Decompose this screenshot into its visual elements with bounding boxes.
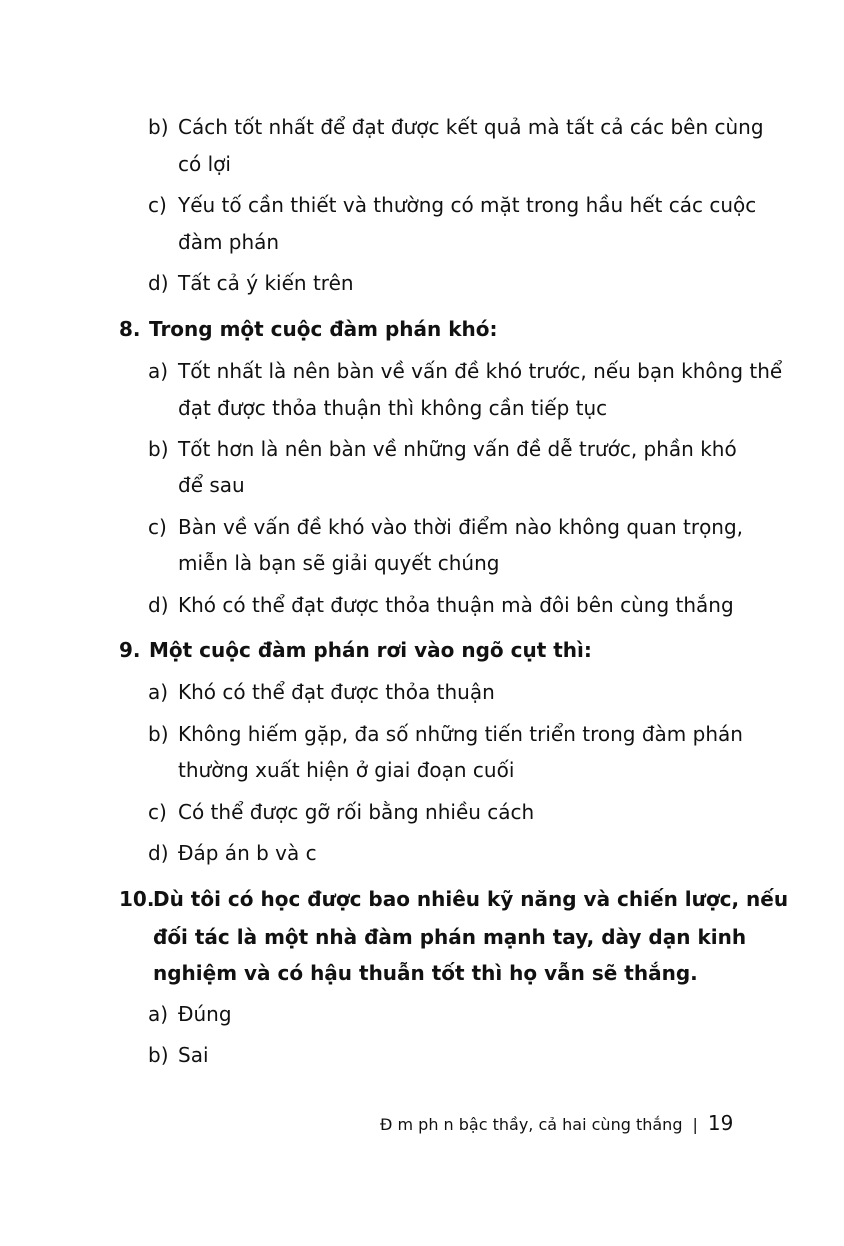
answer-text: Sai: [178, 1043, 209, 1067]
answer-9b-cont: thường xuất hiện ở giai đoạn cuối: [178, 758, 515, 782]
answer-text: Tốt nhất là nên bàn về vấn đề khó trước, nếu bạn không thể: [178, 359, 783, 383]
answer-text: Khó có thể đạt được thỏa thuận: [178, 680, 495, 704]
answer-9a: [148, 679, 495, 705]
answer-7c: [148, 192, 756, 218]
question-10-line3: nghiệm và có hậu thuẫn tốt thì họ vẫn sẽ thắng.: [153, 961, 698, 985]
answer-letter: c): [148, 800, 167, 824]
answer-letter: c): [148, 515, 167, 539]
answer-text: Cách tốt nhất để đạt được kết quả mà tất cả các bên cùng: [178, 115, 764, 139]
question-text: Trong một cuộc đàm phán khó:: [149, 317, 498, 341]
answer-8b-cont: để sau: [178, 473, 245, 497]
question-10: [119, 886, 788, 912]
footer-separator: |: [692, 1115, 698, 1134]
answer-text: Khó có thể đạt được thỏa thuận mà đôi bên cùng thắng: [178, 593, 734, 617]
answer-8a: [148, 358, 782, 384]
question-8: [119, 316, 497, 342]
answer-8c: [148, 514, 743, 540]
question-number: 9.: [119, 638, 141, 662]
answer-7c-cont: đàm phán: [178, 230, 280, 254]
answer-letter: d): [148, 841, 169, 865]
answer-letter: d): [148, 271, 169, 295]
answer-7b: [148, 114, 764, 140]
answer-text: Đúng: [178, 1002, 232, 1026]
answer-7d: [148, 270, 354, 296]
answer-letter: b): [148, 722, 169, 746]
answer-letter: b): [148, 437, 169, 461]
question-number: 10.: [119, 887, 155, 911]
question-text-line1: Dù tôi có học được bao nhiêu kỹ năng và chiến lược, nếu: [153, 887, 789, 911]
answer-text: Không hiếm gặp, đa số những tiến triển trong đàm phán: [178, 722, 743, 746]
answer-letter: a): [148, 1002, 169, 1026]
answer-8c-cont: miễn là bạn sẽ giải quyết chúng: [178, 551, 500, 575]
answer-letter: c): [148, 193, 167, 217]
page-number: 19: [707, 1111, 734, 1135]
answer-9b: [148, 721, 743, 747]
running-title: Đ m ph n bậc thầy, cả hai cùng thắng: [380, 1115, 683, 1134]
answer-letter: d): [148, 593, 169, 617]
answer-text: Tất cả ý kiến trên: [178, 271, 354, 295]
answer-8b: [148, 436, 737, 462]
answer-8d: [148, 592, 734, 618]
answer-letter: b): [148, 115, 169, 139]
answer-text: Bàn về vấn đề khó vào thời điểm nào không quan trọng,: [178, 515, 744, 539]
answer-text: Tốt hơn là nên bàn về những vấn đề dễ trước, phần khó: [178, 437, 737, 461]
question-10-line2: đối tác là một nhà đàm phán mạnh tay, dày dạn kinh: [153, 925, 747, 949]
question-number: 8.: [119, 317, 141, 341]
answer-7b-cont: có lợi: [178, 152, 231, 176]
answer-9c: [148, 799, 534, 825]
answer-10b: [148, 1042, 209, 1068]
answer-letter: a): [148, 359, 169, 383]
answer-8a-cont: đạt được thỏa thuận thì không cần tiếp tục: [178, 396, 608, 420]
answer-letter: a): [148, 680, 169, 704]
answer-text: Yếu tố cần thiết và thường có mặt trong hầu hết các cuộc: [178, 193, 757, 217]
question-text: Một cuộc đàm phán rơi vào ngõ cụt thì:: [149, 638, 592, 662]
answer-10a: [148, 1001, 232, 1027]
question-9: [119, 637, 592, 663]
answer-text: Đáp án b và c: [178, 841, 317, 865]
page-footer: [380, 1110, 734, 1138]
answer-text: Có thể được gỡ rối bằng nhiều cách: [178, 800, 535, 824]
answer-letter: b): [148, 1043, 169, 1067]
answer-9d: [148, 840, 317, 866]
